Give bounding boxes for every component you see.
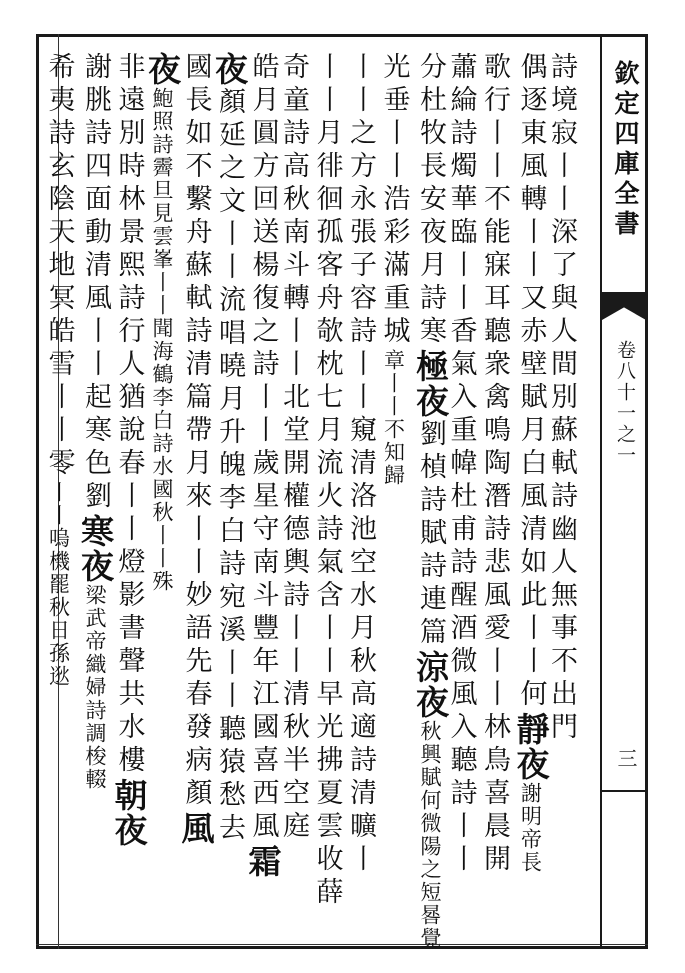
text-segment: 非遠別時林景熙詩行人猶說春丨丨燈影書聲共水樓 [113,52,145,778]
text-segment: 章丨丨不知歸 [381,349,406,487]
text-segment: 分杜牧長安夜月詩寒 [415,52,446,349]
text-column [176,52,216,846]
page-number: 三 [614,748,638,768]
text-column [143,52,182,593]
entry-heading: 寒夜 [76,514,115,584]
text-column [445,52,477,877]
text-segment: 蕭綸詩燭華臨丨丨香氣入重幃杜甫詩醒酒微風入聽詩丨丨 [445,52,477,877]
entry-heading: 涼夜 [411,650,450,720]
text-column [76,52,115,791]
entry-heading: 極夜 [411,349,450,419]
text-segment: 歌行丨丨不能寐耳聽衆禽鳴陶潛詩悲風愛丨丨林鳥喜晨開 [479,52,510,877]
text-segment: 梁武帝織婦詩調梭輟 [83,584,107,791]
text-column [280,52,307,844]
text-segment: 丨丨之方永張子容詩丨丨窺清洛池空水月秋高適詩清曠丨 [345,52,376,877]
text-segment: 國長如不繫舟蘇軾詩清篇帶月來丨丨妙語先春發病顏 [180,52,212,811]
text-segment: 詩境寂丨丨深了與人間別蘇軾詩幽人無事不出門 [546,52,577,745]
text-segment: 奇童詩高秋南斗轉丨丨北堂開權德輿詩丨丨清秋半空庭 [278,52,309,844]
text-column [548,52,575,745]
text-segment: 希夷詩玄陰天地冥皓雪丨丨零 [43,52,75,481]
text-column [411,52,450,950]
text-column [43,52,75,688]
text-segment: 顏延之文丨丨流唱曉月升魄李白詩宛溪丨丨聽猿愁去 [214,87,245,846]
bottom-margin-line [36,944,648,945]
text-segment: 劉楨詩賦詩連篇 [415,419,446,650]
text-column [481,52,508,877]
entry-heading: 夜 [210,52,249,87]
text-segment: 鮑照詩霽旦見雲峯丨丨聞海鶴李白詩水國秋丨丨殊 [150,87,174,593]
entry-heading: 夜 [143,52,182,87]
entry-heading: 霜 [243,844,283,879]
juan-label: 卷八十一之一 [614,340,636,466]
text-segment: 偶逐東風轉丨丨又赤壁賦月白風清如此丨丨何 [515,52,547,712]
text-column [243,52,283,879]
text-column [109,52,149,848]
entry-heading: 朝夜 [109,778,149,848]
text-segment: 光垂丨丨浩彩滿重城 [378,52,410,349]
text-segment: 謝朓詩四面動清風丨丨起寒色劉 [80,52,111,514]
text-column [378,52,410,487]
entry-heading: 靜夜 [511,712,551,782]
text-segment: 謝明帝長 [518,782,543,874]
text-segment: 秋興賦何微陽之短晷覺 [418,720,442,950]
text-column [311,52,343,910]
text-segment: 丨丨月徘徊孤客舟欹枕七月流火詩氣含丨丨早光拂夏雲收薛 [311,52,343,910]
text-column [347,52,374,877]
text-column [511,52,551,874]
page-number-rule [602,790,646,792]
entry-heading: 風 [176,811,216,846]
text-segment: 丨丨嗚機罷秋日孫逖 [46,481,71,688]
book-title: 欽定四庫全書 [611,60,640,240]
text-segment: 皓月圓方回送楊復之詩丨丨歲星守南斗豐年江國喜西風 [247,52,279,844]
text-column [210,52,249,846]
